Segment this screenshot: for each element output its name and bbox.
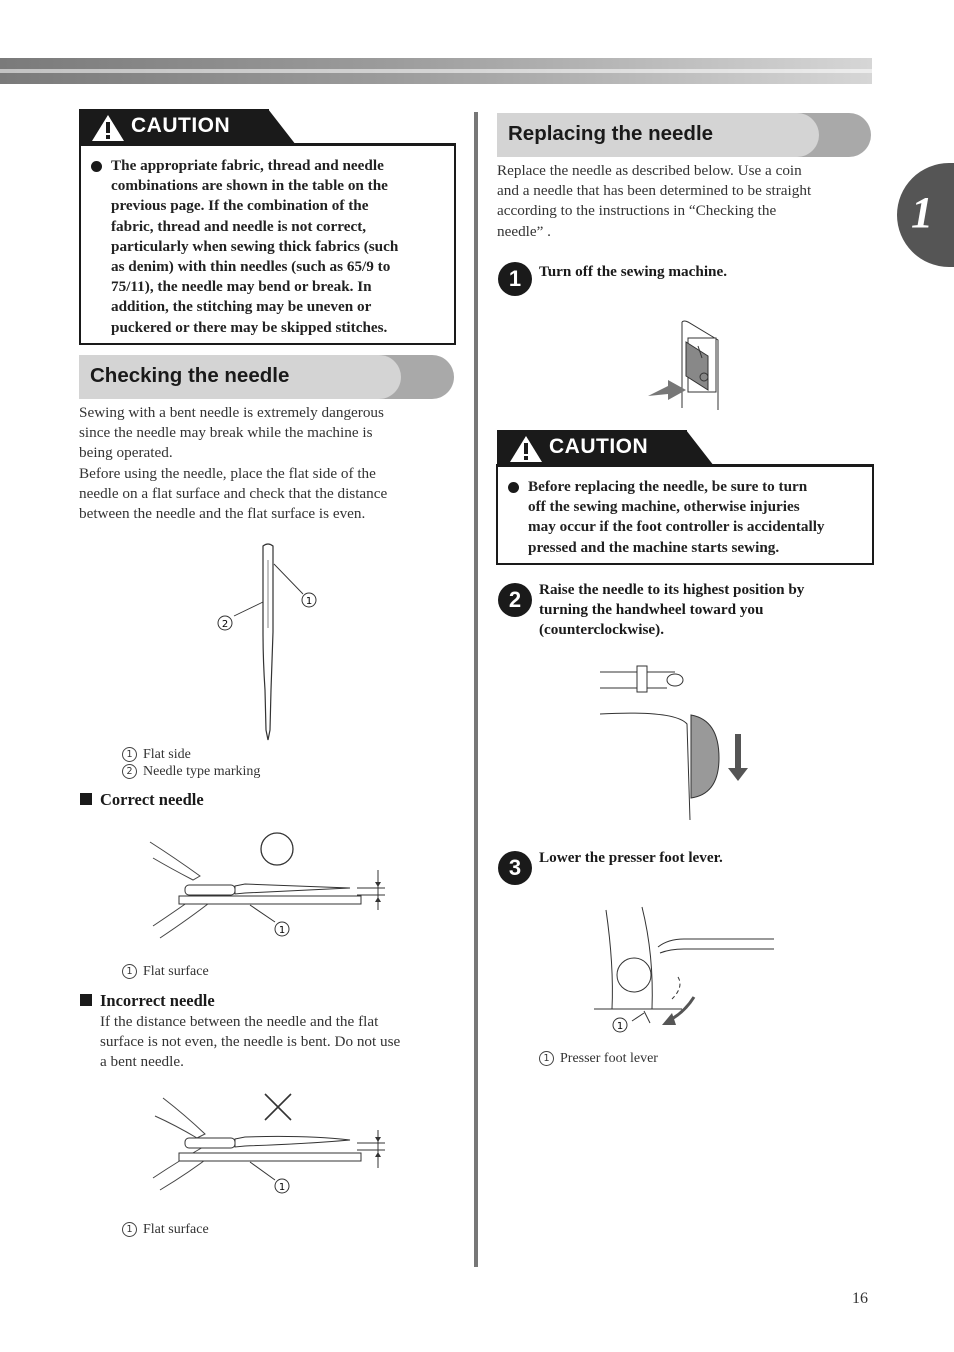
caution-line: 75/11), the needle may bend or break. In — [111, 278, 372, 296]
replacing-paragraph — [497, 161, 872, 242]
header-bar — [0, 58, 872, 84]
arrow-icon — [735, 734, 741, 770]
handwheel-illustration — [595, 660, 765, 825]
text-line: Replace the needle as described below. Use a coin — [497, 162, 802, 179]
caution-line: as denim) with thin needles (such as 65/9 to — [111, 258, 391, 276]
caution-line: addition, the stitching may be uneven or — [111, 298, 372, 316]
section-header-replacing — [497, 113, 871, 157]
caution-box — [79, 143, 456, 345]
incorrect-needle-illustration — [145, 1090, 395, 1210]
checking-paragraph — [79, 403, 454, 524]
caution-header-tail — [268, 109, 296, 145]
needle-illustration — [200, 540, 340, 745]
step-text: Turn off the sewing machine. — [539, 263, 728, 280]
text-line: between the needle and the flat surface is even. — [79, 505, 366, 523]
caution-header-tail — [686, 430, 714, 466]
power-switch-illustration — [640, 318, 730, 414]
caution-line: fabric, thread and needle is not correct, — [111, 217, 367, 235]
page-number: 16 — [852, 1290, 868, 1307]
needle-legend — [122, 747, 260, 780]
column-divider — [474, 112, 478, 1267]
section-title: Checking the needle — [90, 364, 290, 387]
text-line: turning the handwheel toward you — [539, 601, 764, 619]
text-line: according to the instructions in “Checking the — [497, 202, 777, 220]
svg-text:1: 1 — [278, 925, 286, 936]
caution-line: may occur if the foot controller is accidentally — [528, 518, 825, 536]
svg-text:1: 1 — [616, 1021, 624, 1032]
caution-line: previous page. If the combination of the — [111, 197, 369, 215]
text-line: Raise the needle to its highest position by — [539, 581, 805, 598]
presser-foot-legend: 1 Presser foot lever — [539, 1051, 658, 1067]
svg-text:1: 1 — [278, 1182, 286, 1193]
text-line: a bent needle. — [100, 1053, 184, 1071]
svg-text:2: 2 — [221, 619, 229, 630]
step-text — [539, 580, 804, 641]
text-line: Before using the needle, place the flat side of the — [79, 464, 376, 482]
caution-text — [528, 477, 825, 558]
section-header-checking — [79, 355, 454, 399]
presser-foot-illustration — [592, 905, 777, 1040]
legend-item: 1 Flat side — [122, 747, 260, 763]
bullet — [508, 482, 519, 493]
step-badge: 1 — [498, 262, 532, 296]
warning-icon — [91, 114, 125, 142]
incorrect-paragraph — [100, 1012, 455, 1073]
text-line: surface is not even, the needle is bent. Do not use — [100, 1033, 401, 1051]
text-line: (counterclockwise). — [539, 621, 664, 639]
caution-header — [497, 430, 687, 466]
step-text: Lower the presser foot lever. — [539, 849, 723, 866]
text-line: and a needle that has been determined to be straight — [497, 182, 812, 200]
incorrect-mark-icon — [265, 1094, 291, 1120]
text-line: needle” . — [497, 222, 551, 240]
legend-item: 2 Needle type marking — [122, 764, 260, 780]
section-title: Replacing the needle — [508, 122, 714, 145]
incorrect-legend: 1 Flat surface — [122, 1222, 209, 1238]
caution-text — [111, 156, 398, 338]
caution-line: Before replacing the needle, be sure to turn — [528, 478, 808, 495]
svg-text:1: 1 — [305, 596, 313, 607]
chapter-tab — [897, 163, 954, 267]
caution-line: combinations are shown in the table on the — [111, 177, 388, 195]
correct-legend: 1 Flat surface — [122, 964, 209, 980]
caution-line: off the sewing machine, otherwise injuries — [528, 498, 800, 516]
text-line: If the distance between the needle and the flat — [100, 1013, 379, 1030]
step-badge: 2 — [498, 583, 532, 617]
caution-label: CAUTION — [549, 435, 649, 458]
arrow-icon — [648, 380, 686, 400]
caution-header — [79, 109, 269, 145]
caution-box — [496, 464, 874, 565]
correct-mark-icon — [261, 833, 293, 865]
caution-line: particularly when sewing thick fabrics (such — [111, 237, 399, 255]
caution-line: The appropriate fabric, thread and needle — [111, 157, 384, 174]
text-line: needle on a flat surface and check that the distance — [79, 484, 388, 502]
correct-needle-heading: Correct needle — [80, 790, 204, 810]
caution-line: puckered or there may be skipped stitches. — [111, 318, 388, 336]
text-line: Sewing with a bent needle is extremely dangerous — [79, 404, 384, 421]
text-line: since the needle may break while the machine is — [79, 424, 373, 442]
warning-icon — [509, 435, 543, 463]
chapter-number: 1 — [911, 188, 933, 237]
text-line: being operated. — [79, 444, 173, 462]
step-badge: 3 — [498, 851, 532, 885]
caution-label: CAUTION — [131, 114, 231, 137]
incorrect-needle-heading: Incorrect needle — [80, 991, 215, 1011]
bullet — [91, 161, 102, 172]
caution-line: pressed and the machine starts sewing. — [528, 538, 780, 556]
correct-needle-illustration — [145, 828, 395, 963]
